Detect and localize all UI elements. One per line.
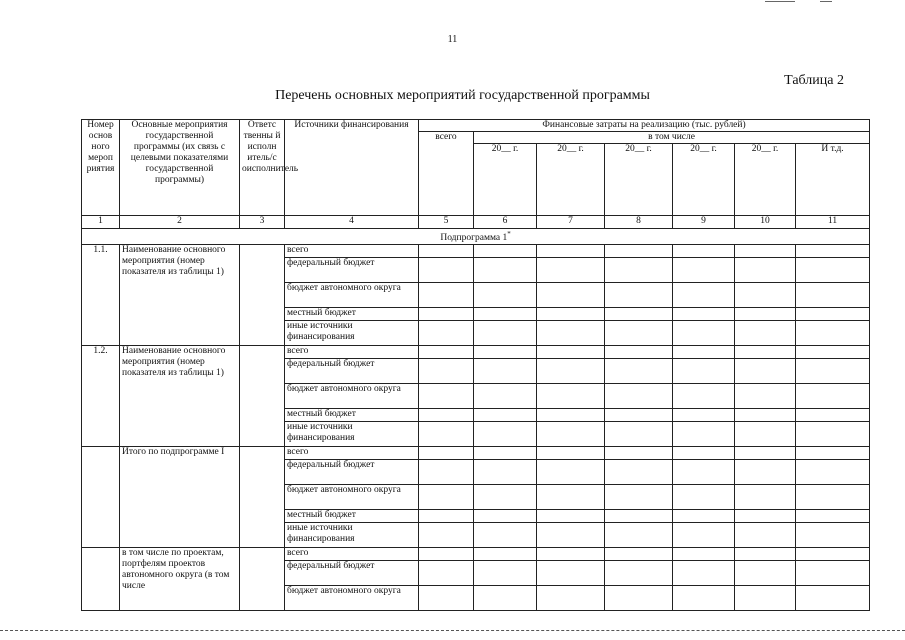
program-table <box>81 119 870 611</box>
value-cell <box>796 283 870 308</box>
value-cell <box>673 308 735 321</box>
column-number: 11 <box>796 216 870 229</box>
value-cell <box>796 346 870 359</box>
value-cell <box>735 422 796 447</box>
value-cell <box>419 245 474 258</box>
source-label: местный бюджет <box>285 308 419 321</box>
value-cell <box>474 523 537 548</box>
value-cell <box>537 283 605 308</box>
page-number: 11 <box>447 34 458 45</box>
value-cell <box>796 258 870 283</box>
value-cell <box>796 321 870 346</box>
value-cell <box>673 346 735 359</box>
subprogram-footnote-mark: * <box>507 230 511 238</box>
value-cell <box>537 359 605 384</box>
value-cell <box>735 586 796 611</box>
column-numbers-row <box>82 216 870 229</box>
value-cell <box>419 308 474 321</box>
scan-edge-mark <box>820 1 832 2</box>
value-cell <box>474 258 537 283</box>
source-label: иные источники финансирования <box>285 321 419 346</box>
value-cell <box>796 586 870 611</box>
value-cell <box>796 422 870 447</box>
value-cell <box>474 321 537 346</box>
source-label: федеральный бюджет <box>285 258 419 283</box>
value-cell <box>537 258 605 283</box>
value-cell <box>537 447 605 460</box>
value-cell <box>419 409 474 422</box>
source-label: федеральный бюджет <box>285 561 419 586</box>
value-cell <box>605 523 673 548</box>
value-cell <box>537 510 605 523</box>
value-cell <box>474 308 537 321</box>
source-row <box>82 245 870 258</box>
value-cell <box>474 283 537 308</box>
value-cell <box>673 384 735 409</box>
value-cell <box>735 510 796 523</box>
value-cell <box>673 409 735 422</box>
header-sources: Источники финансирования <box>285 120 419 216</box>
value-cell <box>735 245 796 258</box>
value-cell <box>605 346 673 359</box>
value-cell <box>673 359 735 384</box>
value-cell <box>735 384 796 409</box>
value-cell <box>474 586 537 611</box>
value-cell <box>537 460 605 485</box>
header-financial-costs: Финансовые затраты на реализацию (тыс. рублей) <box>419 120 870 132</box>
header-etc: И т.д. <box>796 144 870 216</box>
activity-number <box>82 548 120 611</box>
value-cell <box>537 409 605 422</box>
value-cell <box>673 485 735 510</box>
value-cell <box>796 359 870 384</box>
value-cell <box>474 485 537 510</box>
column-number: 10 <box>735 216 796 229</box>
header-year-2: 20__ г. <box>537 144 605 216</box>
responsible-cell <box>240 447 285 548</box>
subprogram-row <box>82 229 870 245</box>
source-row <box>82 346 870 359</box>
column-number: 2 <box>120 216 240 229</box>
header-year-1: 20__ г. <box>474 144 537 216</box>
source-label: федеральный бюджет <box>285 359 419 384</box>
header-number: Номер основ ного мероп риятия <box>82 120 120 216</box>
value-cell <box>735 359 796 384</box>
source-label: бюджет автономного округа <box>285 283 419 308</box>
source-label: всего <box>285 346 419 359</box>
header-total: всего <box>419 132 474 216</box>
value-cell <box>735 548 796 561</box>
value-cell <box>735 283 796 308</box>
activity-number <box>82 447 120 548</box>
value-cell <box>673 460 735 485</box>
value-cell <box>537 422 605 447</box>
value-cell <box>474 422 537 447</box>
value-cell <box>605 548 673 561</box>
value-cell <box>605 586 673 611</box>
column-number: 6 <box>474 216 537 229</box>
value-cell <box>605 245 673 258</box>
source-label: иные источники финансирования <box>285 523 419 548</box>
header-activities: Основные мероприятия государственной программы (их связь с целевыми показателями государственной программы) <box>120 120 240 216</box>
value-cell <box>735 561 796 586</box>
value-cell <box>605 308 673 321</box>
activity-number: 1.1. <box>82 245 120 346</box>
value-cell <box>605 258 673 283</box>
value-cell <box>419 485 474 510</box>
value-cell <box>673 586 735 611</box>
value-cell <box>735 523 796 548</box>
source-row <box>82 447 870 460</box>
value-cell <box>474 510 537 523</box>
source-label: всего <box>285 548 419 561</box>
value-cell <box>735 321 796 346</box>
value-cell <box>673 258 735 283</box>
value-cell <box>537 561 605 586</box>
value-cell <box>673 548 735 561</box>
value-cell <box>474 548 537 561</box>
value-cell <box>605 485 673 510</box>
value-cell <box>474 346 537 359</box>
value-cell <box>419 548 474 561</box>
activity-number: 1.2. <box>82 346 120 447</box>
value-cell <box>474 561 537 586</box>
activity-name: Наименование основного мероприятия (номер показателя из таблицы 1) <box>120 245 240 346</box>
subprogram-title <box>82 229 870 245</box>
value-cell <box>605 460 673 485</box>
column-number: 5 <box>419 216 474 229</box>
value-cell <box>796 523 870 548</box>
value-cell <box>735 447 796 460</box>
source-label: бюджет автономного округа <box>285 384 419 409</box>
value-cell <box>605 409 673 422</box>
column-number: 3 <box>240 216 285 229</box>
value-cell <box>419 258 474 283</box>
value-cell <box>537 384 605 409</box>
value-cell <box>796 384 870 409</box>
value-cell <box>673 283 735 308</box>
value-cell <box>474 245 537 258</box>
table-label: Таблица 2 <box>784 73 844 88</box>
column-number: 9 <box>673 216 735 229</box>
value-cell <box>605 321 673 346</box>
subprogram-label: Подпрограмма 1 <box>440 233 508 244</box>
value-cell <box>419 283 474 308</box>
source-label: бюджет автономного округа <box>285 586 419 611</box>
value-cell <box>673 447 735 460</box>
value-cell <box>673 422 735 447</box>
value-cell <box>419 359 474 384</box>
value-cell <box>537 321 605 346</box>
value-cell <box>673 321 735 346</box>
value-cell <box>605 422 673 447</box>
source-label: местный бюджет <box>285 510 419 523</box>
value-cell <box>419 422 474 447</box>
value-cell <box>474 447 537 460</box>
value-cell <box>796 409 870 422</box>
value-cell <box>605 283 673 308</box>
value-cell <box>419 523 474 548</box>
value-cell <box>605 359 673 384</box>
activity-name: Итого по подпрограмме I <box>120 447 240 548</box>
value-cell <box>735 409 796 422</box>
column-number: 4 <box>285 216 419 229</box>
source-row <box>82 548 870 561</box>
value-cell <box>605 561 673 586</box>
column-number: 8 <box>605 216 673 229</box>
source-label: всего <box>285 245 419 258</box>
source-label: бюджет автономного округа <box>285 485 419 510</box>
column-number: 1 <box>82 216 120 229</box>
value-cell <box>673 523 735 548</box>
source-label: всего <box>285 447 419 460</box>
activity-name: Наименование основного мероприятия (номер показателя из таблицы 1) <box>120 346 240 447</box>
value-cell <box>419 561 474 586</box>
source-label: иные источники финансирования <box>285 422 419 447</box>
value-cell <box>537 245 605 258</box>
value-cell <box>419 384 474 409</box>
value-cell <box>605 510 673 523</box>
value-cell <box>419 447 474 460</box>
column-number: 7 <box>537 216 605 229</box>
header-year-4: 20__ г. <box>673 144 735 216</box>
source-label: местный бюджет <box>285 409 419 422</box>
scan-edge-line <box>0 630 905 631</box>
document-title: Перечень основных мероприятий государственной программы <box>275 88 650 103</box>
value-cell <box>537 485 605 510</box>
value-cell <box>735 485 796 510</box>
source-label: федеральный бюджет <box>285 460 419 485</box>
value-cell <box>537 586 605 611</box>
responsible-cell <box>240 245 285 346</box>
value-cell <box>474 409 537 422</box>
value-cell <box>474 460 537 485</box>
value-cell <box>796 510 870 523</box>
value-cell <box>673 561 735 586</box>
value-cell <box>474 359 537 384</box>
responsible-cell <box>240 346 285 447</box>
value-cell <box>673 245 735 258</box>
value-cell <box>605 447 673 460</box>
value-cell <box>537 548 605 561</box>
scan-edge-mark <box>765 1 795 2</box>
value-cell <box>673 510 735 523</box>
value-cell <box>796 460 870 485</box>
value-cell <box>735 308 796 321</box>
value-cell <box>419 346 474 359</box>
value-cell <box>735 460 796 485</box>
responsible-cell <box>240 548 285 611</box>
value-cell <box>796 308 870 321</box>
value-cell <box>796 245 870 258</box>
value-cell <box>605 384 673 409</box>
value-cell <box>796 548 870 561</box>
value-cell <box>419 510 474 523</box>
value-cell <box>537 346 605 359</box>
value-cell <box>796 561 870 586</box>
value-cell <box>419 460 474 485</box>
value-cell <box>735 346 796 359</box>
value-cell <box>419 321 474 346</box>
header-year-3: 20__ г. <box>605 144 673 216</box>
value-cell <box>796 447 870 460</box>
header-responsible: Ответс твенны й исполн итель/с оисполнитель <box>240 120 285 216</box>
header-including: в том числе <box>474 132 870 144</box>
activity-name: в том числе по проектам, портфелям проектов автономного округа (в том числе <box>120 548 240 611</box>
value-cell <box>474 384 537 409</box>
value-cell <box>735 258 796 283</box>
value-cell <box>537 523 605 548</box>
value-cell <box>537 308 605 321</box>
header-year-5: 20__ г. <box>735 144 796 216</box>
value-cell <box>419 586 474 611</box>
value-cell <box>796 485 870 510</box>
